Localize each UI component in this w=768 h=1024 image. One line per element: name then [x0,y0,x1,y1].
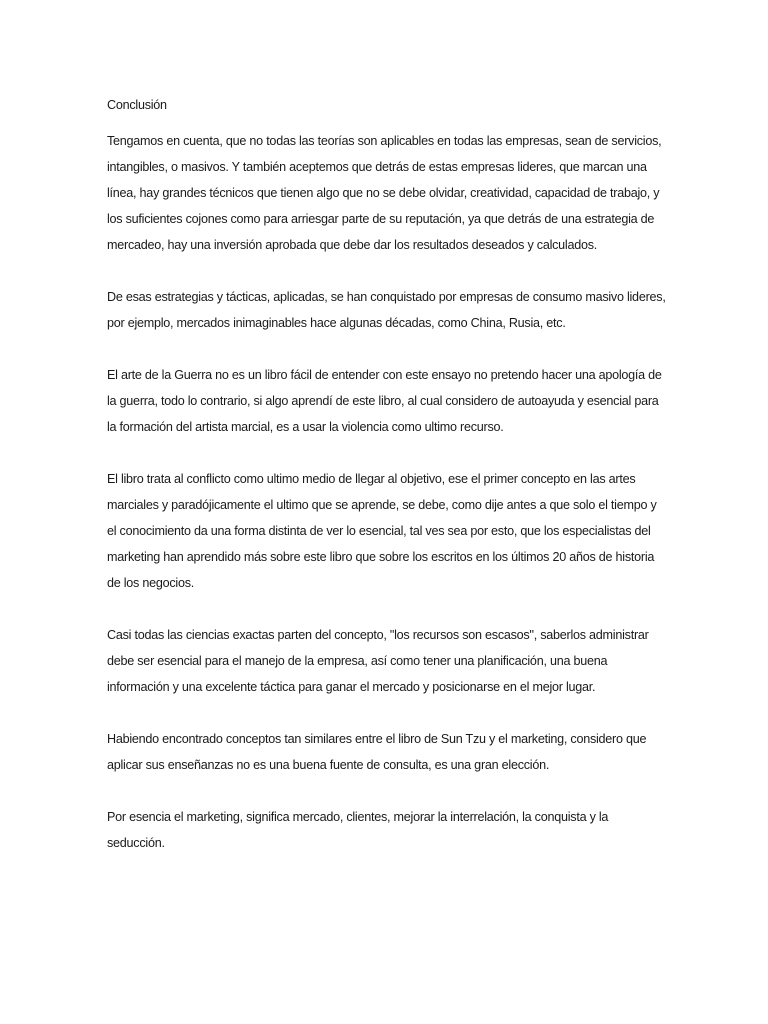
document-body [107,92,667,856]
paragraph: Habiendo encontrado conceptos tan similares entre el libro de Sun Tzu y el marketing, considero que aplicar sus enseñanzas no es una buena fuente de consulta, es una gran elección. [107,732,647,772]
document-title: Conclusión [107,98,167,112]
paragraph: El arte de la Guerra no es un libro fácil de entender con este ensayo no pretendo hacer una apología de la guerra, todo lo contrario, si algo aprendí de este libro, al cual considero de autoayuda y esencial para la formación del artista marcial, es a usar la violencia como ultimo recurso. [107,368,662,434]
paragraph: Tengamos en cuenta, que no todas las teorías son aplicables en todas las empresas, sean de servicios, intangibles, o masivos. Y también aceptemos que detrás de estas empresas lideres, que marcan una línea, hay grandes técnicos que tienen algo que no se debe olvidar, creatividad, capacidad de trabajo, y los suficientes cojones como para arriesgar parte de su reputación, ya que detrás de una estrategia de mercadeo, hay una inversión aprobada que debe dar los resultados deseados y calculados. [107,134,662,252]
paragraph: El libro trata al conflicto como ultimo medio de llegar al objetivo, ese el primer concepto en las artes marciales y paradójicamente el ultimo que se aprende, se debe, como dije antes a que solo el tiempo y el conocimiento da una forma distinta de ver lo esencial, tal ves sea por esto, que los especialistas del marketing han aprendido más sobre este libro que sobre los escritos en los últimos 20 años de historia de los negocios. [107,472,657,590]
paragraph: Casi todas las ciencias exactas parten del concepto, "los recursos son escasos", saberlos administrar debe ser esencial para el manejo de la empresa, así como tener una planificación, una buena información y una excelente táctica para ganar el mercado y posicionarse en el mejor lugar. [107,628,649,694]
paragraph: Por esencia el marketing, significa mercado, clientes, mejorar la interrelación, la conquista y la seducción. [107,810,609,850]
paragraph: De esas estrategias y tácticas, aplicadas, se han conquistado por empresas de consumo masivo lideres, por ejemplo, mercados inimaginables hace algunas décadas, como China, Rusia, etc. [107,290,666,330]
